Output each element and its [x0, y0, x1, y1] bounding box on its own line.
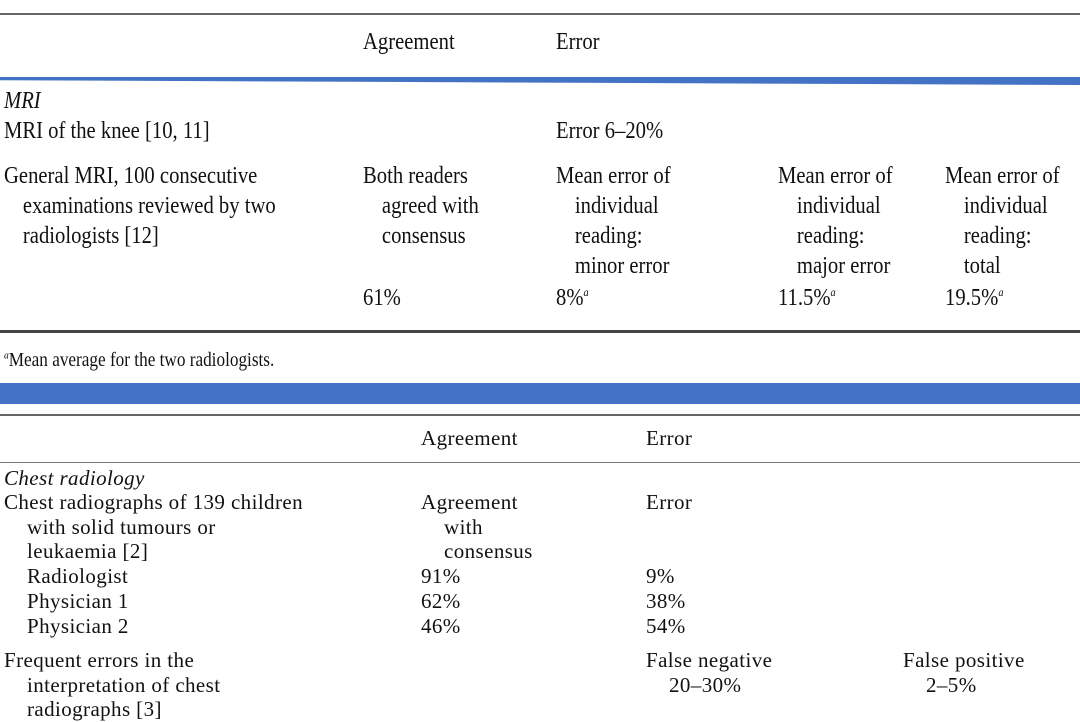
value-major-error: 11.5%$^a$	[778, 285, 836, 311]
general-mri-agreement: Both readers agreed with consensus	[363, 163, 479, 249]
accent-bar-top	[0, 77, 1080, 85]
subrow-physician2-label: Physician 2	[27, 613, 129, 638]
row-mri-knee-label: MRI of the knee [10, 11]	[4, 118, 210, 144]
value-agreement-61: 61%	[363, 285, 401, 311]
false-positive: False positive 2–5%	[903, 648, 1025, 697]
table1-bottom-rule	[0, 330, 1080, 333]
header-error: Error	[556, 29, 600, 55]
t2-header-agreement: Agreement	[421, 426, 518, 450]
table2-top-rule	[0, 414, 1080, 416]
subrow-radiologist-agreement: 91%	[421, 564, 461, 589]
subrow-radiologist-label: Radiologist	[27, 564, 129, 589]
t2-header-error: Error	[646, 426, 693, 450]
subrow-physician2-error: 54%	[646, 613, 686, 638]
frequent-errors-label: Frequent errors in the interpretation of chest radiographs [3]	[4, 648, 221, 722]
false-negative: False negative 20–30%	[646, 648, 773, 697]
accent-bar-middle	[0, 383, 1080, 404]
general-mri-minor-error: Mean error of individual reading: minor error	[556, 163, 671, 279]
row-mri-knee-error: Error 6–20%	[556, 118, 664, 144]
subrow-physician1-label: Physician 1	[27, 588, 129, 613]
general-mri-total-error: Mean error of individual reading: total	[945, 163, 1060, 279]
general-mri-major-error: Mean error of individual reading: major error	[778, 163, 893, 279]
section-chest-radiology: Chest radiology	[4, 466, 145, 490]
value-total-error: 19.5%$^a$	[945, 285, 1004, 311]
subrow-physician1-agreement: 62%	[421, 588, 461, 613]
chest-radiographs-agreement: Agreement with consensus 91% 62% 46%	[421, 490, 533, 638]
subrow-physician2-agreement: 46%	[421, 613, 461, 638]
table2-header-rule	[0, 462, 1080, 463]
value-minor-error: 8%$^a$	[556, 285, 589, 311]
chest-radiographs-error: Error 9% 38% 54%	[646, 490, 693, 638]
top-rule	[0, 13, 1080, 15]
subrow-physician1-error: 38%	[646, 588, 686, 613]
general-mri-label: General MRI, 100 consecutive examinations reviewed by two radiologists [12]	[4, 163, 276, 249]
section-mri: MRI	[4, 88, 41, 114]
table1-footnote: $^a$Mean average for the two radiologists.	[4, 349, 275, 371]
chest-radiographs-label: Chest radiographs of 139 children with solid tumours or leukaemia [2] Radiologist Physician 1 Physician 2	[4, 490, 303, 638]
header-agreement: Agreement	[363, 29, 455, 55]
subrow-radiologist-error: 9%	[646, 564, 675, 589]
